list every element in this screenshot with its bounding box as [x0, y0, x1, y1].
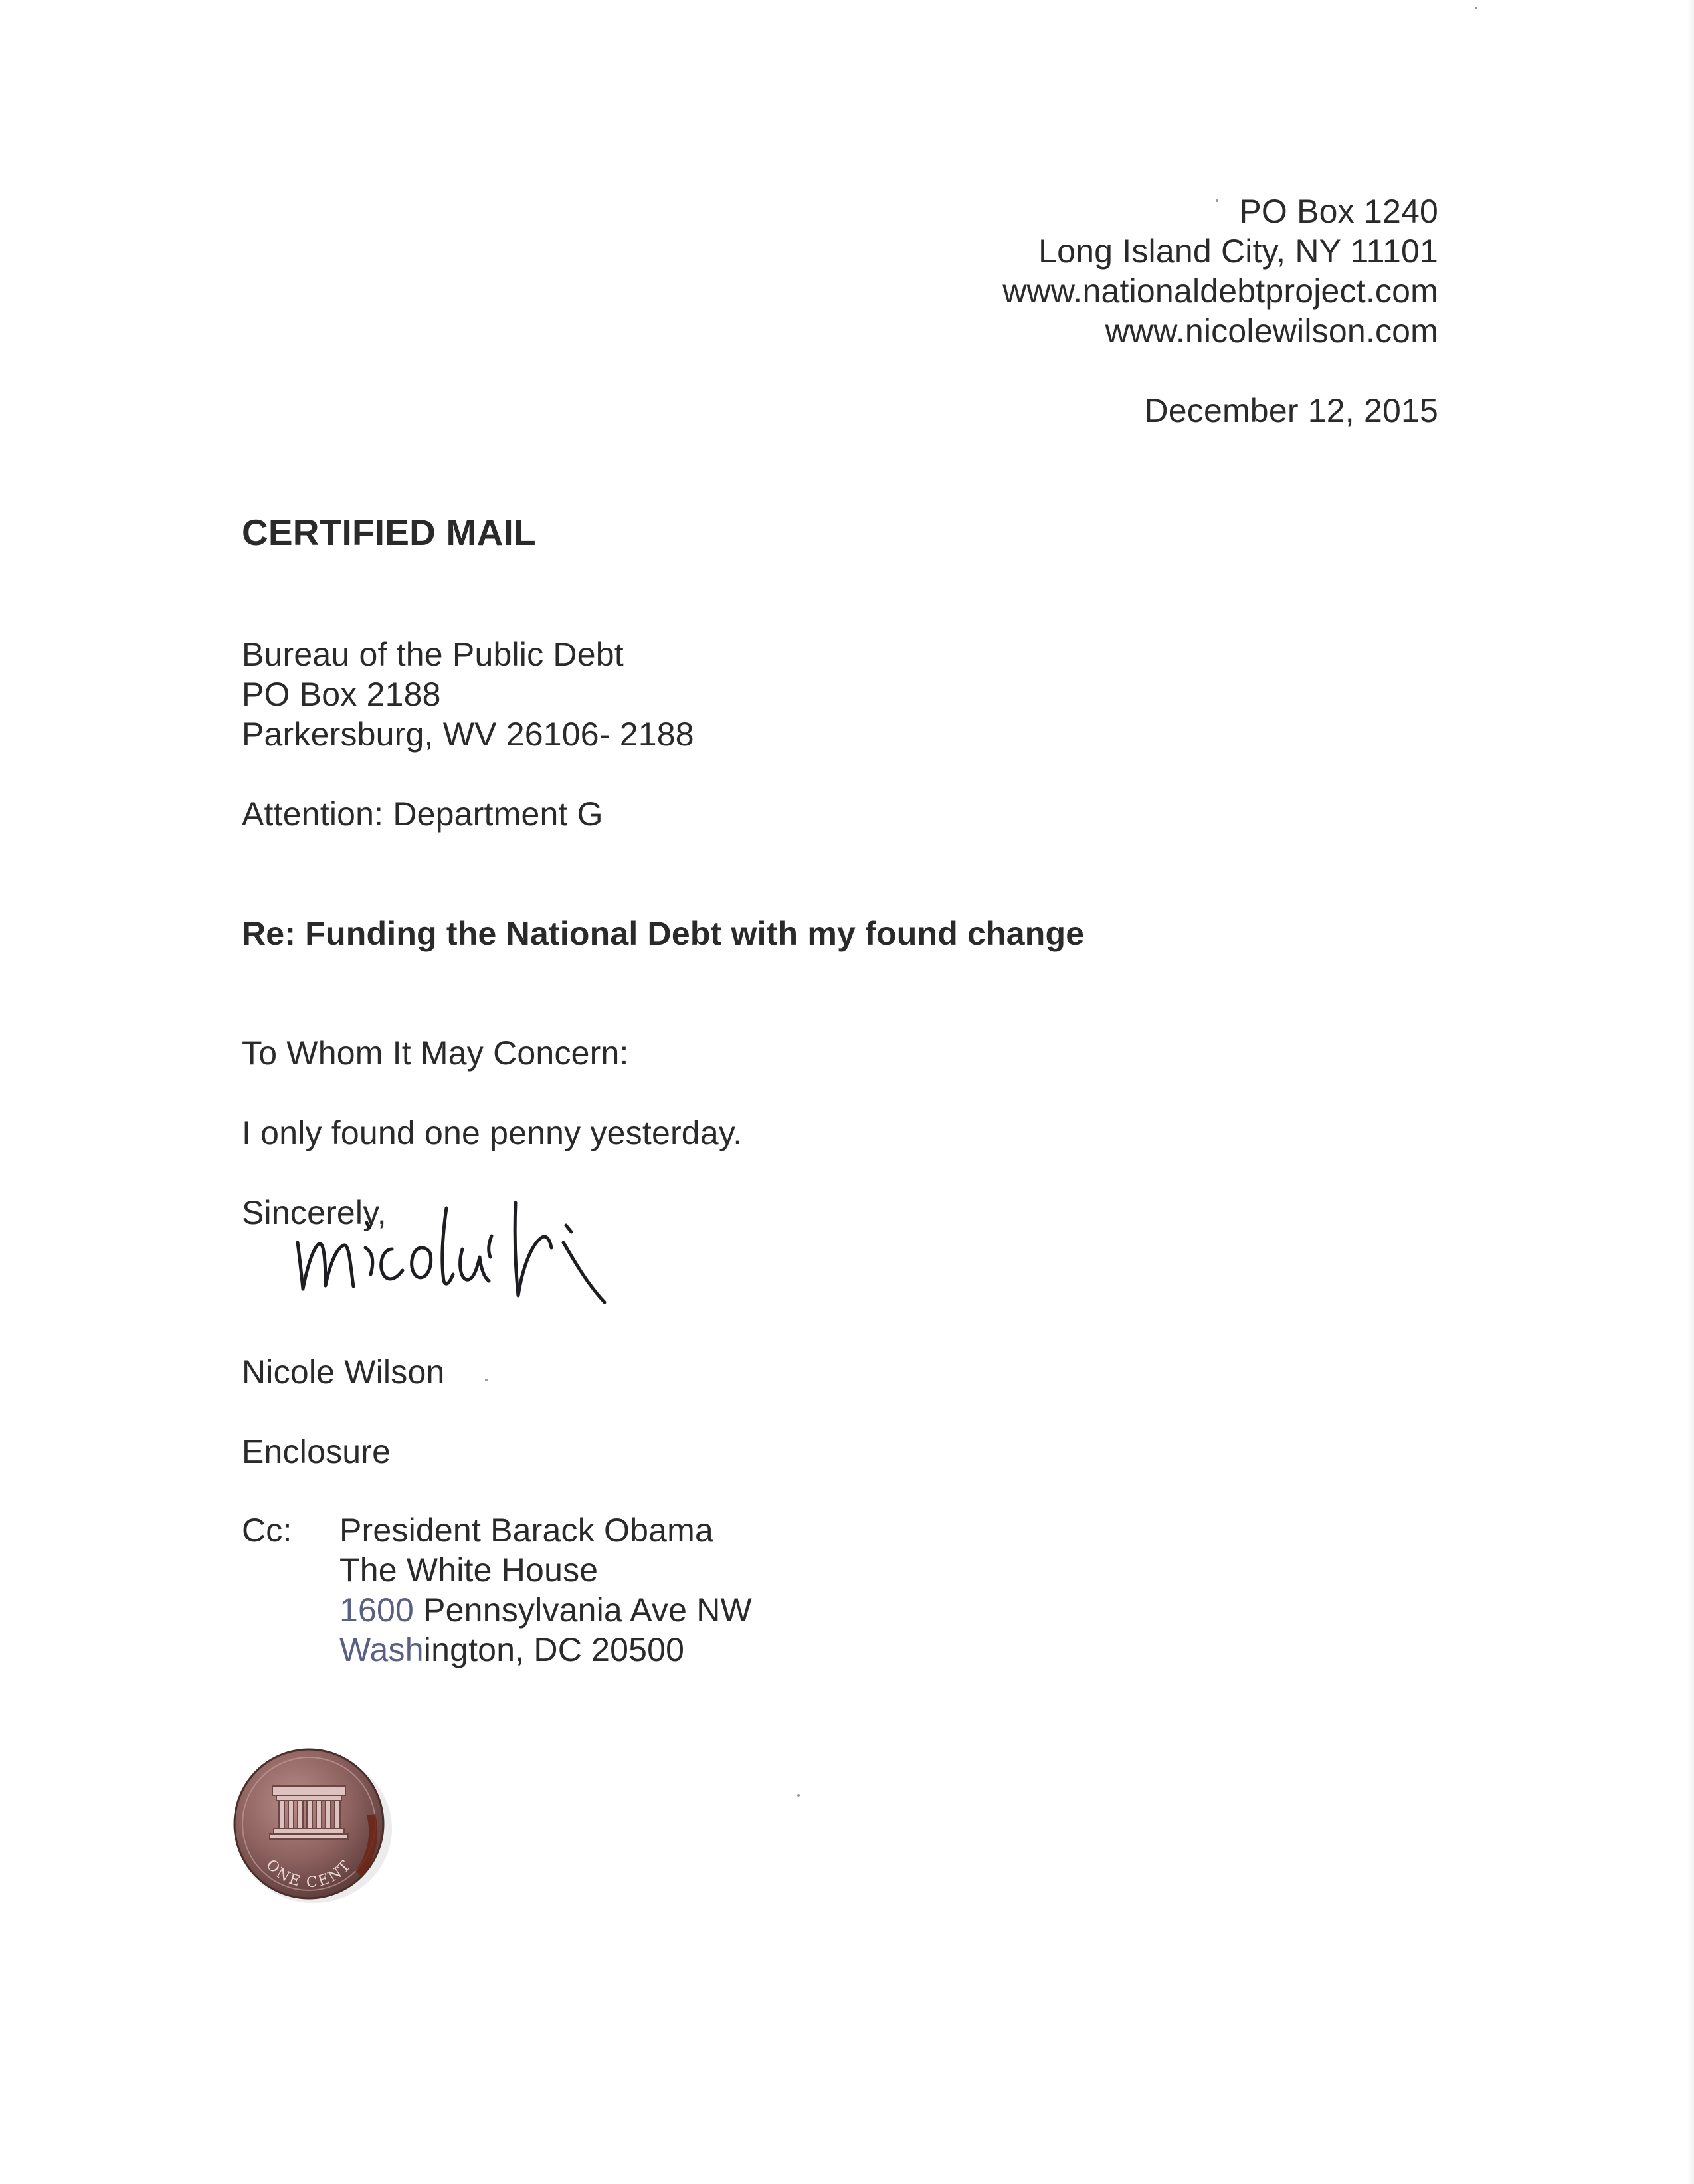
sender-website-2: www.nicolewilson.com	[1105, 312, 1438, 349]
recipient-name: Bureau of the Public Debt	[242, 636, 624, 673]
sender-po-box: PO Box 1240	[1239, 193, 1438, 230]
penny-icon	[226, 1741, 392, 1907]
scan-speck	[1475, 7, 1477, 9]
cc-city	[339, 1630, 684, 1670]
signer-name: Nicole Wilson	[242, 1353, 445, 1391]
mail-type-heading: CERTIFIED MAIL	[242, 512, 536, 553]
cc-street	[339, 1590, 752, 1630]
scan-speck	[1216, 199, 1218, 202]
signature-icon	[292, 1196, 611, 1329]
sender-city: Long Island City, NY 11101	[1038, 233, 1438, 270]
closing: Sincerely,	[242, 1194, 387, 1231]
salutation: To Whom It May Concern:	[242, 1035, 629, 1072]
cc-street-number: 1600	[339, 1591, 415, 1629]
recipient-city: Parkersburg, WV 26106- 2188	[242, 716, 694, 753]
cc-city-prefix: Wash	[339, 1631, 424, 1668]
subject-line: Re: Funding the National Debt with my found change	[242, 915, 1085, 952]
letter-date: December 12, 2015	[1144, 392, 1438, 429]
cc-street-rest: Pennsylvania Ave NW	[414, 1591, 752, 1629]
recipient-po-box: PO Box 2188	[242, 676, 441, 713]
enclosure-note: Enclosure	[242, 1433, 391, 1470]
cc-name: President Barack Obama	[339, 1512, 713, 1549]
scan-speck	[485, 1379, 488, 1381]
body-text: I only found one penny yesterday.	[242, 1114, 743, 1151]
cc-org: The White House	[339, 1551, 599, 1589]
scan-speck	[797, 1794, 800, 1797]
penny-inscription: ONE CENT	[262, 1856, 355, 1892]
attention-line: Attention: Department G	[242, 795, 603, 833]
sender-website-1: www.nationaldebtproject.com	[1002, 272, 1438, 310]
scan-edge	[1687, 0, 1694, 2184]
cc-label: Cc:	[242, 1512, 292, 1549]
cc-city-rest: ington, DC 20500	[423, 1631, 685, 1668]
